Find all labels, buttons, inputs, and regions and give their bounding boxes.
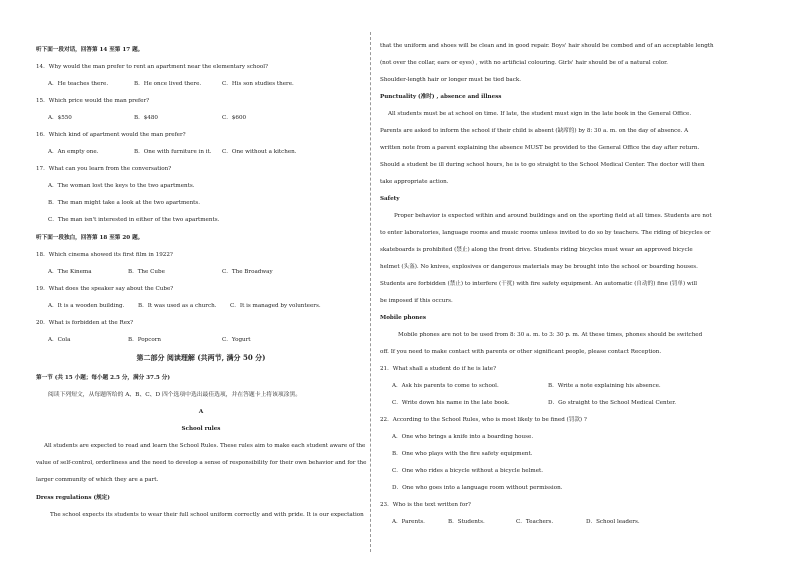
option: B．One with furniture in it. <box>134 149 212 155</box>
paragraph-line: (not over the collar, ears or eyes) , with no artificial colouring. Girls' hair should be of a natural color. <box>380 60 668 66</box>
option: C．One without a kitchen. <box>222 149 297 155</box>
question-23: 23．Who is the text written for? <box>380 502 471 508</box>
option: B．Popcorn <box>128 337 161 343</box>
subheading: Safety <box>380 196 400 202</box>
option: A．The woman lost the keys to the two apartments. <box>48 183 195 189</box>
paragraph-line: take appropriate action. <box>380 179 449 185</box>
option: A．It is a wooden building. <box>48 303 125 309</box>
paragraph-line: Mobile phones are not to be used from 8: 30 a. m. to 3: 30 p. m. At these times, phones should be switched <box>398 332 703 338</box>
option: D．One who goes into a language room without permission. <box>392 485 563 491</box>
option: C．Yogurt <box>222 337 251 343</box>
question-17: 17．What can you learn from the conversation? <box>36 166 172 172</box>
paragraph-line: be imposed if this occurs. <box>380 298 453 304</box>
option: A．$550 <box>48 115 72 121</box>
question-20: 20．What is forbidden at the Rex? <box>36 320 134 326</box>
option: A．Parents. <box>392 519 425 525</box>
question-19: 19．What does the speaker say about the Cube? <box>36 286 174 292</box>
question-21: 21．What shall a student do if he is late? <box>380 366 497 372</box>
part-heading: 第二部分 阅读理解 (共两节, 满分 50 分) <box>136 353 266 362</box>
option: C．Teachers. <box>516 519 554 525</box>
paragraph-line: skateboards is prohibited (禁止) along the front drive. Students riding bicycles must wear an approved bicycle <box>380 247 693 253</box>
option: C．Write down his name in the late book. <box>392 400 510 406</box>
question-18: 18．Which cinema showed its first film in 1922? <box>36 252 173 258</box>
option: C．His son studies there. <box>222 81 294 87</box>
subheading: Dress regulations (规定) <box>36 495 110 501</box>
question-14: 14．Why would the man prefer to rent an apartment near the elementary school? <box>36 64 268 70</box>
question-15: 15．Which price would the man prefer? <box>36 98 150 104</box>
option: B．The man might take a look at the two apartments. <box>48 200 201 206</box>
passage-title: School rules <box>181 426 221 432</box>
option: C．It is managed by volunteers. <box>230 303 321 309</box>
paragraph-line: written note from a parent explaining the absence MUST be provided to the General Office the day after return. <box>380 145 700 151</box>
subheading: Punctuality (准时) , absence and illness <box>380 94 502 100</box>
paragraph-line: All students are expected to read and learn the School Rules. These rules aim to make each student aware of the <box>44 443 366 449</box>
paragraph-line: larger community of which they are a part. <box>36 477 159 483</box>
option: C．The Broadway <box>222 269 273 275</box>
option: B．Students. <box>448 519 485 525</box>
option: D．School leaders. <box>586 519 640 525</box>
question-22: 22．According to the School Rules, who is most likely to be fined (罚款) ? <box>380 417 587 423</box>
option: B．It was used as a church. <box>138 303 217 309</box>
paragraph-line: All students must be at school on time. If late, the student must sign in the late book in the General Office. <box>388 111 692 117</box>
section-heading: 第一节 (共 15 小题；每小题 2.5 分，满分 37.5 分) <box>36 375 170 381</box>
option: A．The Kinema <box>48 269 92 275</box>
option: A．He teaches there. <box>48 81 109 87</box>
option: B．The Cube <box>128 269 165 275</box>
option: D．Go straight to the School Medical Center. <box>548 400 677 406</box>
option: C．The man isn't interested in either of the two apartments. <box>48 217 220 223</box>
option: A．One who brings a knife into a boarding house. <box>392 434 534 440</box>
question-16: 16．Which kind of apartment would the man prefer? <box>36 132 186 138</box>
paragraph-line: helmet (头盔). No knives, explosives or dangerous materials may be brought into the school or boarding houses. <box>380 264 698 270</box>
option: A．Cola <box>48 337 71 343</box>
paragraph-line: off. If you need to make contact with parents or other significant people, please contact Reception. <box>380 349 662 355</box>
paragraph-line: Parents are asked to inform the school if their child is absent (缺席的) by 8: 30 a. m. on the day of absence. A <box>380 128 689 134</box>
option: A．Ask his parents to come to school. <box>392 383 499 389</box>
paragraph-line: Should a student be ill during school hours, he is to go straight to the School Medical Center. The doctor will then <box>380 162 705 168</box>
option: A．An empty one. <box>48 149 99 155</box>
column-divider <box>370 32 371 552</box>
instructions: 阅读下列短文，从每题所给的 A、B、C、D 四个选项中选出最佳选项，并在答题卡上将该项涂黑。 <box>48 392 302 398</box>
section-heading: 听下面一段对话，回答第 14 至第 17 题。 <box>36 47 144 53</box>
option: B．$480 <box>134 115 158 121</box>
option: C．$600 <box>222 115 247 121</box>
paragraph-line: Proper behavior is expected within and around buildings and on the sporting field at all times. Students are not <box>394 213 712 219</box>
option: B．Write a note explaining his absence. <box>548 383 661 389</box>
paragraph-line: Shoulder-length hair or longer must be tied back. <box>380 77 522 83</box>
subheading: Mobile phones <box>380 315 427 321</box>
paragraph-line: that the uniform and shoes will be clean and in good repair. Boys' hair should be combed and of an acceptable length <box>380 43 714 49</box>
option: B．One who plays with the fire safety equipment. <box>392 451 533 457</box>
passage-letter: A <box>198 409 204 415</box>
option: B．He once lived there. <box>134 81 202 87</box>
paragraph-line: value of self-control, orderliness and the need to develop a sense of responsibility for their own behavior and for the <box>36 460 367 466</box>
paragraph-line: The school expects its students to wear their full school uniform correctly and with pride. It is our expectation <box>50 512 364 518</box>
section-heading: 听下面一段独白，回答第 18 至第 20 题。 <box>36 235 144 241</box>
option: C．One who rides a bicycle without a bicycle helmet. <box>392 468 544 474</box>
paragraph-line: to enter laboratories, language rooms and music rooms unless invited to do so by teachers. The riding of bicycles or <box>380 230 711 236</box>
paragraph-line: Students are forbidden (禁止) to interfere (干扰) with fire safety equipment. An automatic (自动的) fine (罚单) will <box>380 281 698 287</box>
